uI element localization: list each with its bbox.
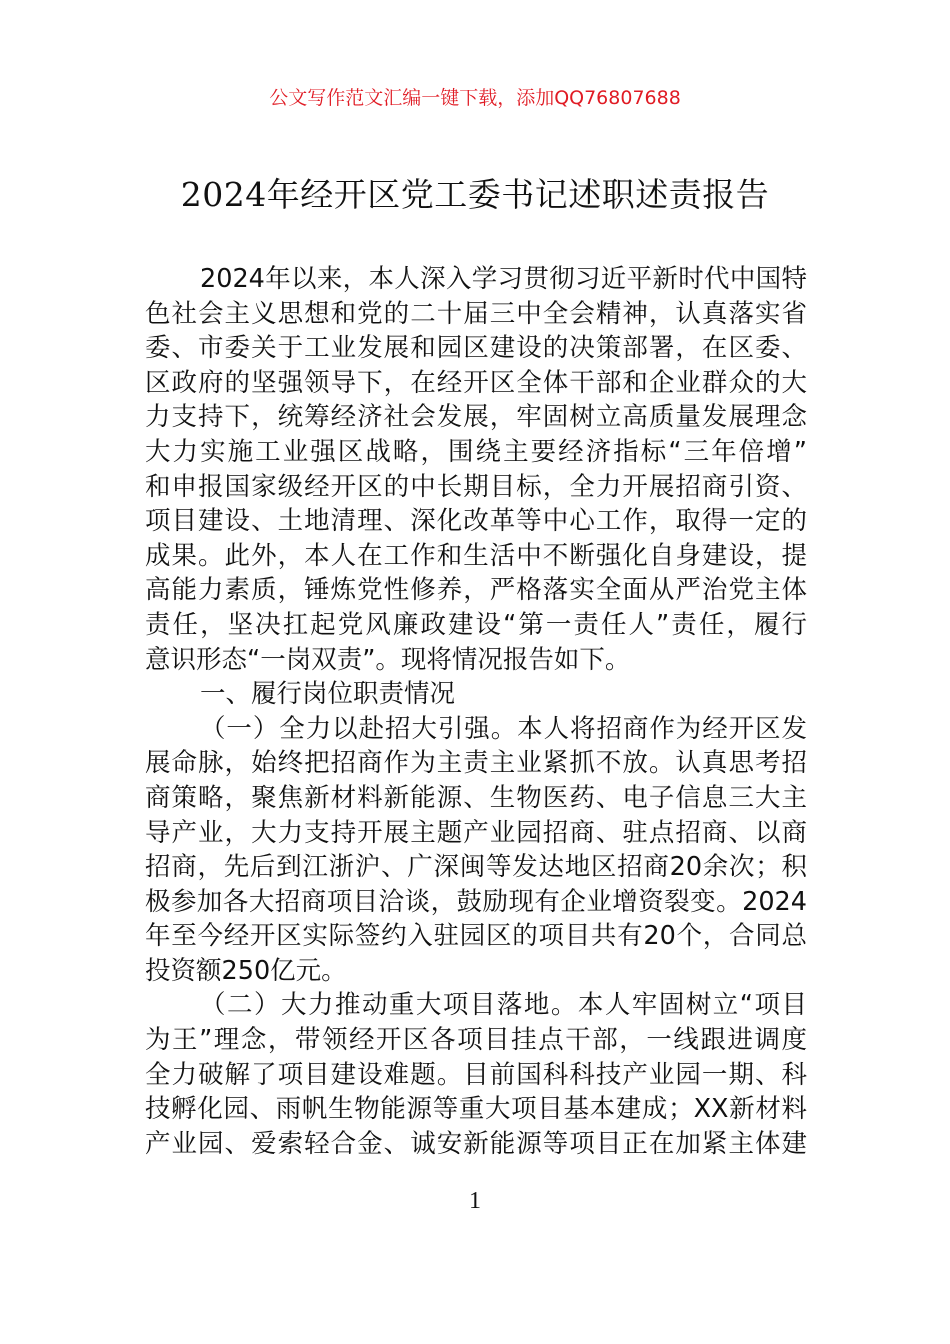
page-number: 1 — [469, 1188, 481, 1214]
text-line: 产业园、爱索轻合金、诚安新能源等项目正在加紧主体建 — [145, 1128, 807, 1159]
text-line: 极参加各大招商项目洽谈，鼓励现有企业增资裂变。2024 — [145, 886, 807, 917]
subsection-2-paragraph — [145, 988, 807, 1161]
text-line: 力支持下，统筹经济社会发展，牢固树立高质量发展理念 — [145, 402, 807, 433]
subsection-1-paragraph — [145, 712, 807, 989]
text-line: 2024年以来，本人深入学习贯彻习近平新时代中国特 — [200, 264, 807, 294]
text-line: 为王”理念，带领经开区各项目挂点干部，一线跟进调度 — [145, 1025, 807, 1056]
text-line: 项目建设、土地清理、深化改革等中心工作，取得一定的 — [145, 506, 807, 537]
text-line: 导产业，大力支持开展主题产业园招商、驻点招商、以商 — [145, 817, 807, 848]
text-line: 投资额250亿元。 — [145, 955, 347, 986]
text-line: 和申报国家级经开区的中长期目标，全力开展招商引资、 — [145, 471, 807, 502]
document-body — [145, 262, 807, 1161]
text-line: 色社会主义思想和党的二十届三中全会精神，认真落实省 — [145, 298, 807, 329]
text-line: 商策略，聚焦新材料新能源、生物医药、电子信息三大主 — [145, 782, 807, 813]
text-line: （二）大力推动重大项目落地。本人牢固树立“项目 — [200, 990, 807, 1021]
text-line: 高能力素质，锤炼党性修养，严格落实全面从严治党主体 — [145, 575, 807, 606]
text-line: 意识形态“一岗双责”。现将情况报告如下。 — [145, 644, 631, 675]
text-line: 招商，先后到江浙沪、广深闽等发达地区招商20余次；积 — [145, 852, 807, 883]
text-line: 委、市委关于工业发展和园区建设的决策部署，在区委、 — [145, 333, 807, 364]
section-heading: 一、履行岗位职责情况 — [200, 679, 456, 710]
document-title: 2024年经开区党工委书记述职述责报告 — [180, 175, 770, 214]
text-line: 展命脉，始终把招商作为主责主业紧抓不放。认真思考招 — [145, 748, 807, 779]
text-line: 全力破解了项目建设难题。目前国科科技产业园一期、科 — [145, 1059, 807, 1090]
text-line: 技孵化园、雨帆生物能源等重大项目基本建成；XX新材料 — [145, 1094, 807, 1125]
text-line: 大力实施工业强区战略，围绕主要经济指标“三年倍增” — [145, 436, 807, 467]
text-line: 年至今经开区实际签约入驻园区的项目共有20个，合同总 — [145, 921, 807, 952]
text-line: 区政府的坚强领导下，在经开区全体干部和企业群众的大 — [145, 367, 807, 398]
watermark-banner: 公文写作范文汇编一键下载，添加QQ76807688 — [269, 87, 681, 109]
text-line: 责任，坚决扛起党风廉政建设“第一责任人”责任，履行 — [145, 609, 807, 640]
text-line: （一）全力以赴招大引强。本人将招商作为经开区发 — [200, 713, 807, 744]
intro-paragraph — [145, 262, 807, 677]
text-line: 成果。此外，本人在工作和生活中不断强化自身建设，提 — [145, 540, 807, 571]
